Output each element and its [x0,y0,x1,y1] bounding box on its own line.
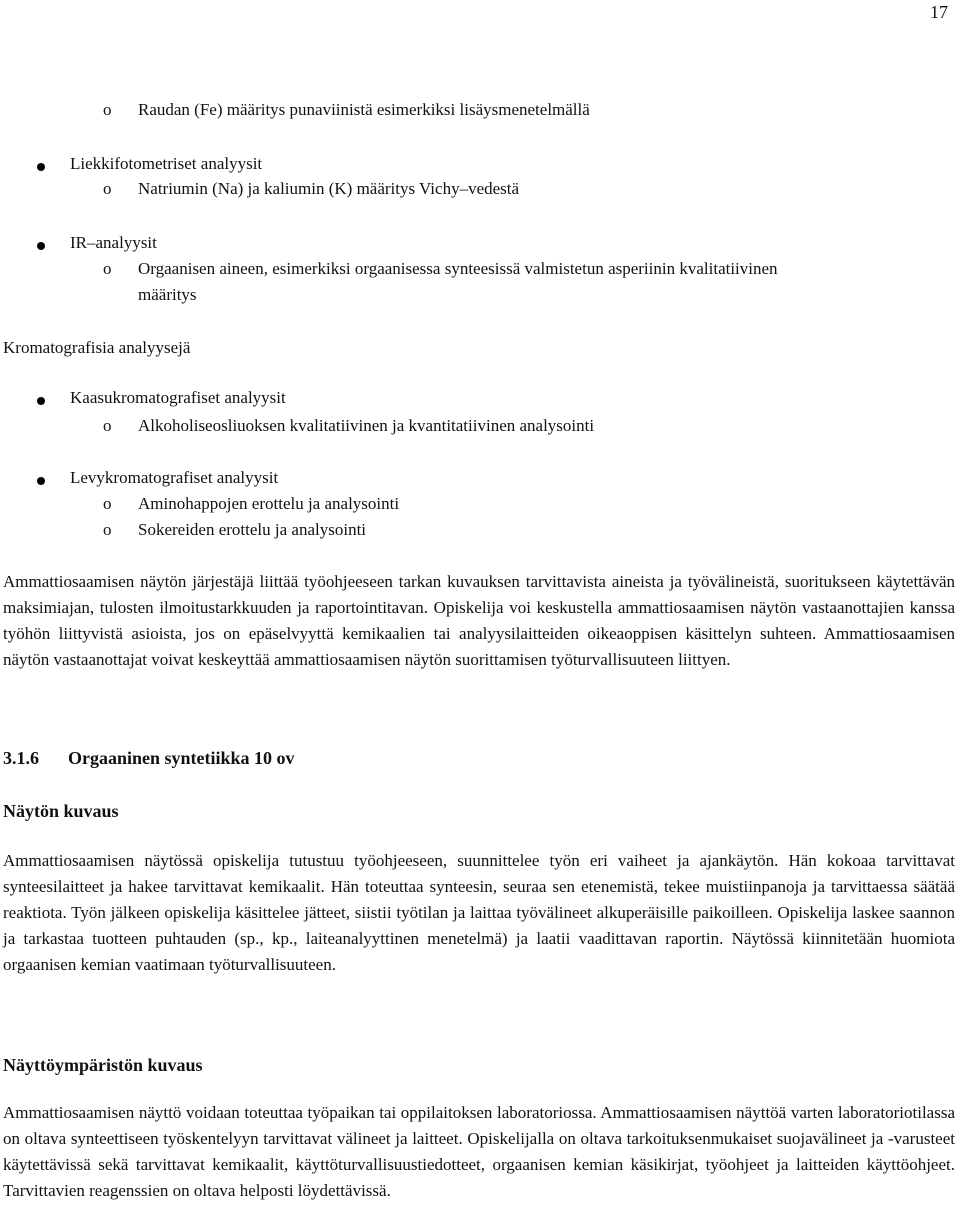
list-sub-item: Orgaanisen aineen, esimerkiksi orgaanisessa synteesissä valmistetun asperiinin kvalitatiivinen [138,259,778,278]
section-number: 3.1.6 [3,748,39,768]
bullet-icon [37,163,45,171]
subsection-heading: Näyttöympäristön kuvaus [3,1055,203,1075]
chromatography-heading: Kromatografisia analyysejä [3,338,191,357]
list-sub-marker: o [103,494,112,513]
section-heading [3,748,295,769]
bullet-icon [37,397,45,405]
list-bullet-item: Levykromatografiset analyysit [70,468,279,487]
assessment-paragraph: Ammattiosaamisen näytön järjestäjä liittää työohjeeseen tarkan kuvauksen tarvittavista aineista ja työvälineistä, suoritukseen käytettävän maksimiajan, tulosten ilmoitustarkkuuden ja raportointitavan. Opiskelija voi keskustella ammattiosaamisen näytön vastaanottajien kanssa työhön liittyvistä asioista, jos on epäselvyyttä kemikaalien tai analyysilaitteiden oikeaoppisen käsittelyn suhteen. Ammattiosaamisen näytön vastaanottajat voivat keskeyttää ammattiosaamisen näytön suorittamisen työturvallisuuteen liittyen. [3,572,955,669]
list-bullet-item: Kaasukromatografiset analyysit [70,388,286,407]
nayttoymparisto-paragraph: Ammattiosaamisen näyttö voidaan toteuttaa työpaikan tai oppilaitoksen laboratoriossa. Ammattiosaamisen näyttöä varten laboratoriotilassa on oltava synteettiseen työskentelyyn tarvittavat välineet ja laitteet. Opiskelijalla on oltava tarkoituksenmukaiset suojavälineet ja -varusteet käytettävissä sekä tarvittavat kemikaalit, käyttöturvallisuustiedotteet, orgaanisen kemian käsikirjat, työohjeet ja laitteiden käyttöohjeet. Tarvittavien reagenssien on oltava helposti löydettävissä. [3,1103,955,1200]
list-sub-marker: o [103,520,112,539]
bullet-icon [37,242,45,250]
list-sub-item: Sokereiden erottelu ja analysointi [138,520,367,539]
list-sub-marker: o [103,416,112,435]
list-sub-item: Natriumin (Na) ja kaliumin (K) määritys Vichy–vedestä [138,179,520,198]
section-title: Orgaaninen syntetiikka 10 ov [68,748,295,768]
page-number: 17 [930,2,948,22]
list-sub-marker: o [103,100,112,119]
list-sub-item-continued: määritys [138,285,197,304]
list-bullet-item: Liekkifotometriset analyysit [70,154,263,173]
list-sub-item: Raudan (Fe) määritys punaviinistä esimerkiksi lisäysmenetelmällä [138,100,590,119]
list-sub-item: Alkoholiseosliuoksen kvalitatiivinen ja kvantitatiivinen analysointi [138,416,595,435]
list-sub-marker: o [103,259,112,278]
naytto-kuvaus-paragraph: Ammattiosaamisen näytössä opiskelija tutustuu työohjeeseen, suunnittelee työn eri vaiheet ja ajankäytön. Hän kokoaa tarvittavat synteesilaitteet ja hakee tarvittavat kemikaalit. Hän toteuttaa synteesin, seuraa sen etenemistä, tekee muistiinpanoja ja tarvittaessa säätää reaktiota. Työn jälkeen opiskelija käsittelee jätteet, siistii työtilan ja laittaa työvälineet alkuperäisille paikoilleen. Opiskelija laskee saannon ja tarkastaa tuotteen puhtauden (sp., kp., laiteanalyyttinen menetelmä) ja laatii vaadittavan raportin. Näytössä kiinnitetään huomiota orgaanisen kemian vaatimaan työturvallisuuteen. [3,851,955,974]
list-sub-item: Aminohappojen erottelu ja analysointi [138,494,400,513]
subsection-heading: Näytön kuvaus [3,801,119,821]
bullet-icon [37,477,45,485]
list-bullet-item: IR–analyysit [70,233,157,252]
list-sub-marker: o [103,179,112,198]
